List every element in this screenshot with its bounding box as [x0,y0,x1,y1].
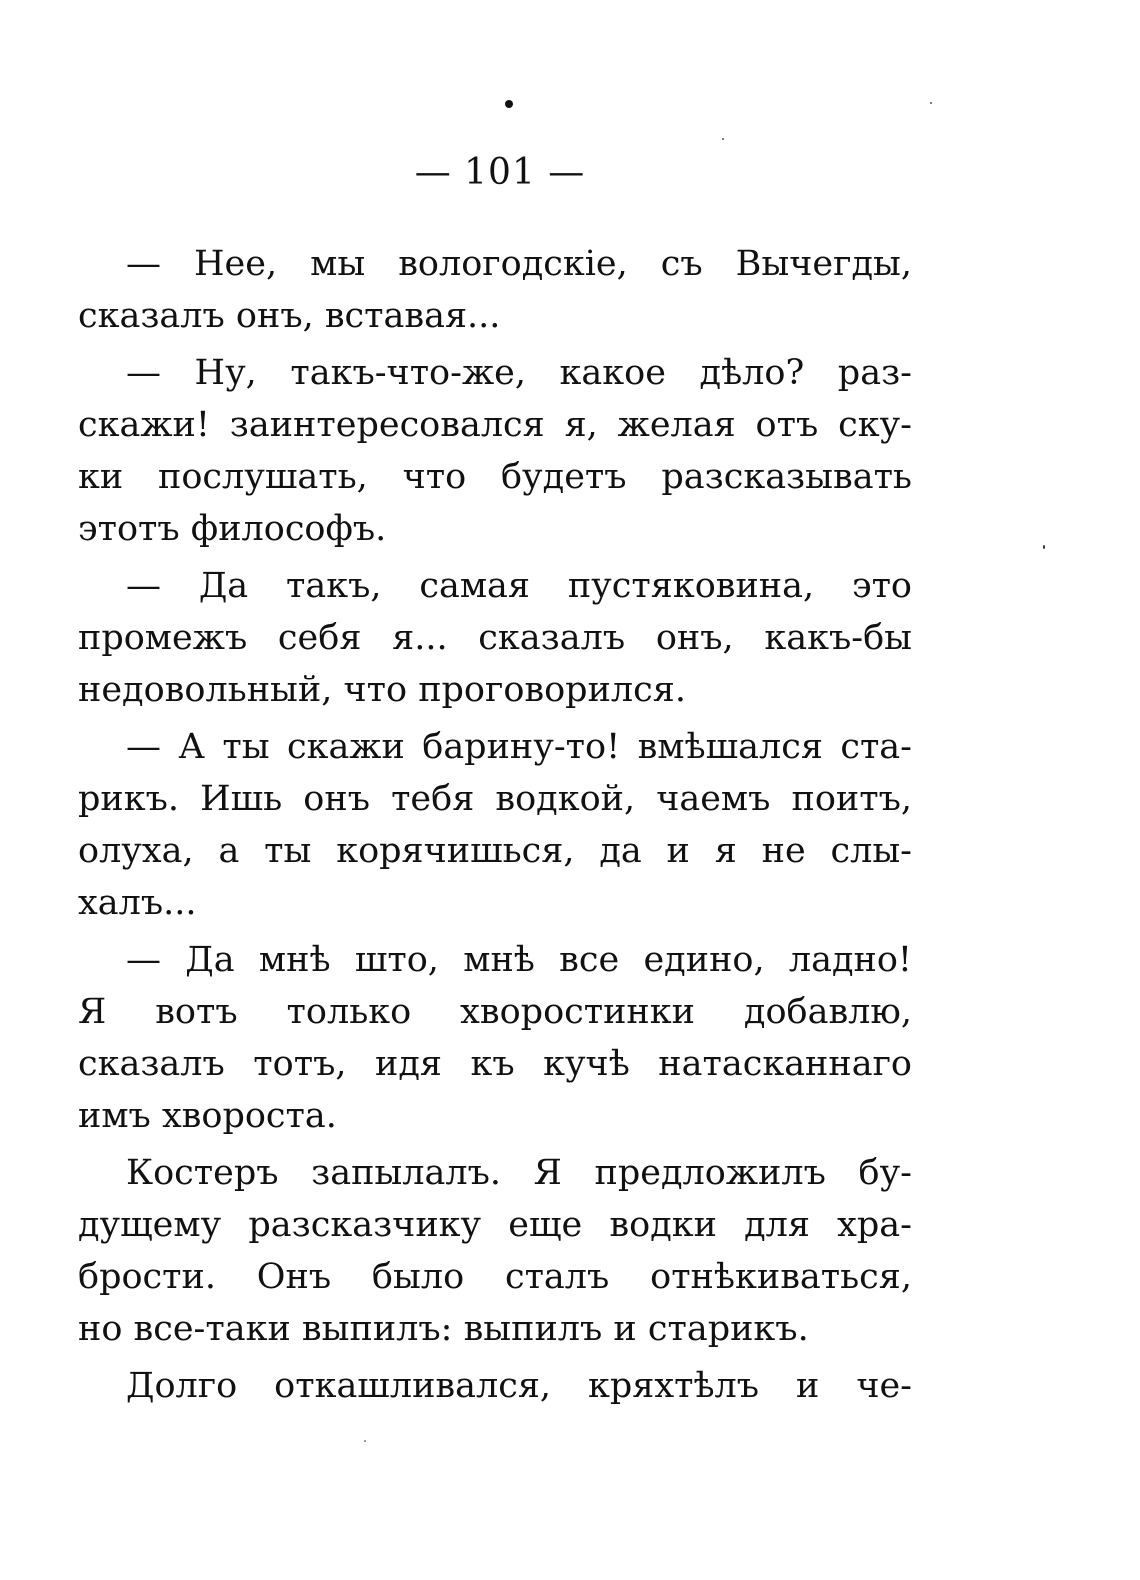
page-number: — 101 — [414,152,586,193]
text-line: Костеръ запылалъ. Я предложилъ бу- [126,1153,912,1193]
text-line: — Ну, такъ-что-же, какое дѣло? раз- [126,353,912,393]
body-text [78,238,912,1412]
paragraph [78,721,912,929]
text-line: дущему разсказчику еще водки для хра- [78,1205,912,1245]
text-line: ки послушать, что будетъ разсказывать [78,457,912,497]
text-line: халъ... [78,883,197,923]
paragraph [78,347,912,555]
print-speck [364,1440,366,1442]
paragraph [78,238,912,342]
text-line: недовольный, что проговорился. [78,670,686,710]
text-line: но все-таки выпилъ: выпилъ и старикъ. [78,1309,809,1349]
text-line: скажи! заинтересовался я, желая отъ ску- [78,405,912,445]
paragraph [78,1360,912,1412]
paragraph [78,934,912,1142]
text-line: промежъ себя я... сказалъ онъ, какъ-бы [78,618,912,658]
text-line: этотъ философъ. [78,509,387,549]
text-line: сказалъ тотъ, идя къ кучѣ натасканнаго [78,1044,912,1084]
print-speck [505,100,513,108]
text-line: имъ хвороста. [78,1096,337,1136]
paragraph [78,1147,912,1355]
print-speck [722,138,724,140]
text-line: — А ты скажи барину-то! вмѣшался ста- [126,727,912,767]
text-line: Я вотъ только хворостинки добавлю, [78,992,912,1032]
text-line: — Нее, мы вологодскіе, съ Вычегды, [126,244,912,284]
text-line: — Да мнѣ што, мнѣ все едино, ладно! [126,940,912,980]
text-line: — Да такъ, самая пустяковина, это [126,566,912,606]
text-line: Долго откашливался, кряхтѣлъ и че- [126,1366,912,1406]
text-line: сказалъ онъ, вставая... [78,296,501,336]
text-line: брости. Онъ было сталъ отнѣкиваться, [78,1257,912,1297]
text-line: олуха, а ты корячишься, да и я не слы- [78,831,912,871]
paragraph [78,560,912,716]
print-speck [1043,545,1045,549]
text-line: рикъ. Ишь онъ тебя водкой, чаемъ поитъ, [78,779,912,819]
print-speck [930,102,932,104]
